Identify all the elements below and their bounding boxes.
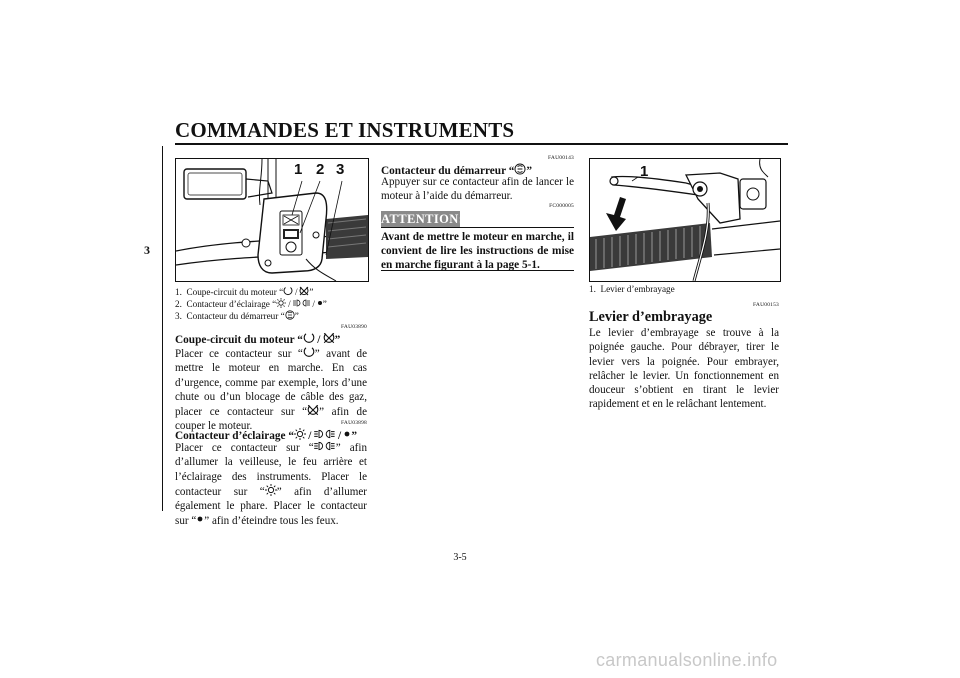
engine-stop-heading: Coupe-circuit du moteur “ / ” bbox=[175, 334, 341, 346]
light-switch-text: Placer ce contacteur sur “ ” afin d’allumer la veilleuse, le feu arrière et l’éclairage des instruments. Placer le contacteur sur “ ” afin d’allumer également le phare. Placer le contacteur sur “ ” afin d’éteindre tous les feux. bbox=[175, 442, 367, 528]
chapter-tab: 3 bbox=[144, 243, 150, 257]
figure2-caption: 1. Levier d’embrayage bbox=[589, 284, 675, 294]
clutch-lever-figure bbox=[589, 158, 781, 282]
parking-light-icon bbox=[314, 440, 336, 452]
header-rule bbox=[175, 143, 788, 145]
attention-rule-top bbox=[381, 227, 574, 228]
section-code: FAU00153 bbox=[753, 302, 779, 308]
headlight-on-icon bbox=[294, 428, 306, 440]
starter-text: Appuyer sur ce contacteur afin de lancer le moteur à l’aide du démarreur. bbox=[381, 176, 574, 203]
callout-1: 1 bbox=[294, 161, 303, 178]
page-title: COMMANDES ET INSTRUMENTS bbox=[175, 118, 515, 142]
caption-item: 3. Contacteur du démarreur “ ” bbox=[175, 311, 299, 322]
starter-icon bbox=[514, 163, 526, 175]
parking-light-icon bbox=[314, 428, 336, 440]
engine-off-icon bbox=[299, 286, 309, 296]
engine-run-icon bbox=[303, 346, 315, 358]
engine-stop-text: Placer ce contacteur sur “ ” avant de mettre le moteur en marche. En cas d’urgence, comme par exemple, lors d’une chute ou d’un blocage de câble des gaz, placer ce contacteur sur “ ” afin de couper le moteur. bbox=[175, 348, 367, 433]
caption-item: 2. Contacteur d’éclairage “ / / ” bbox=[175, 299, 327, 310]
handlebar-switch-figure bbox=[175, 158, 369, 282]
headlight-on-icon bbox=[276, 298, 286, 308]
section-code: FAU03890 bbox=[341, 324, 367, 330]
light-switch-heading: Contacteur d’éclairage “ / / ” bbox=[175, 430, 358, 442]
section-code: FAU00143 bbox=[548, 155, 574, 161]
clutch-heading: Levier d’embrayage bbox=[589, 309, 713, 325]
engine-off-icon bbox=[323, 332, 335, 344]
attention-rule-bottom bbox=[381, 270, 574, 271]
clutch-lever-illustration bbox=[590, 159, 780, 281]
engine-run-icon bbox=[303, 332, 315, 344]
starter-icon bbox=[285, 310, 295, 320]
watermark: carmanualsonline.info bbox=[596, 650, 778, 670]
attention-text: Avant de mettre le moteur en marche, il convient de lire les instructions de mise en marche figurant à la page 5-1. bbox=[381, 231, 574, 271]
headlight-on-icon bbox=[265, 484, 277, 496]
side-rule bbox=[162, 146, 163, 511]
callout-1: 1 bbox=[640, 163, 649, 180]
section-code: FC000005 bbox=[549, 203, 574, 209]
attention-label: ATTENTION: bbox=[381, 212, 464, 226]
callout-3: 3 bbox=[336, 161, 345, 178]
figure1-captions bbox=[175, 286, 367, 323]
engine-run-icon bbox=[283, 286, 293, 296]
callout-2: 2 bbox=[316, 161, 325, 178]
section-code: FAU03898 bbox=[341, 420, 367, 426]
clutch-text: Le levier d’embrayage se trouve à la poignée gauche. Pour débrayer, tirer le levier vers la poignée. Pour embrayer, relâcher le levier. Un fonctionnement en douceur s’obtient en tirant le levier rapidement et en le relâchant lentement. bbox=[589, 327, 779, 411]
engine-off-icon bbox=[307, 404, 319, 416]
starter-heading: Contacteur du démarreur “ ” bbox=[381, 165, 533, 177]
parking-light-icon bbox=[293, 298, 311, 308]
page-number: 3-5 bbox=[453, 552, 467, 563]
caption-item: 1. Coupe-circuit du moteur “ / ” bbox=[175, 287, 314, 297]
